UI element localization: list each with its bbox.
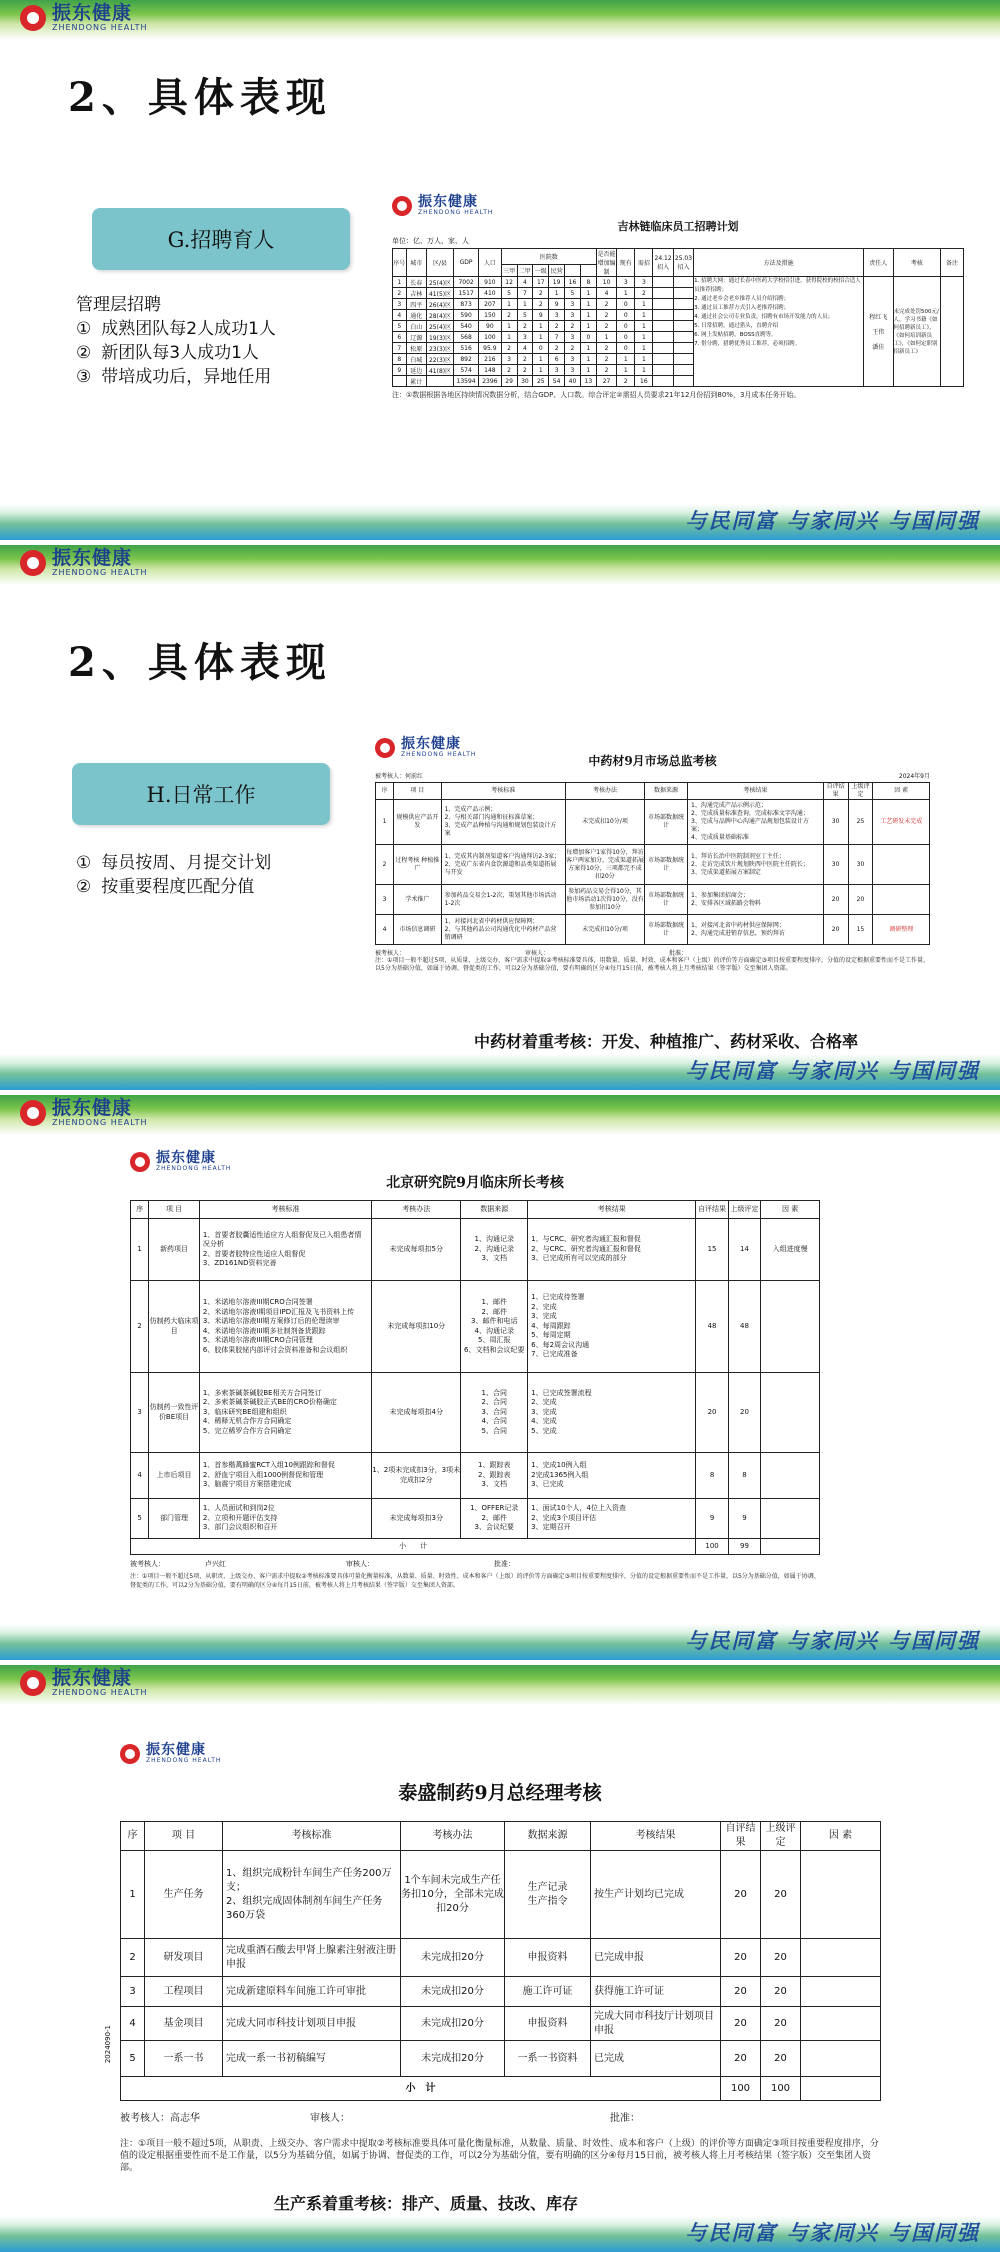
production-assess-doc: 振东健康 ZHENDONG HEALTH 泰盛制药9月总经理考核 序 项 目 考核标准 考核办法 数据来源 考核结果 自评结果 上级评定 因 素 1 生产任务 1、组织完成粉针车间生产任务200万支； 2、组织完成固体制剂车间生产任务360万袋 1个车间未完成生产任务扣10分，全部未完成扣20分 生产记录 生产指令 按生产计划均已完成 20 20 2 研发项目 完成重酒石酸去甲肾上腺素注射液注册申报 未完成扣20分 申报资料 已完成申报 20 20 3 工程项目 完成新建原料车间施工许可审批 未完成扣20分 施工许可证 获得施工许可证 20 20 4 基金项目 完成大同市科技计划项目申报 未完成扣20分 申报资料 完成大同市科技厅计划项目申报 20 20 5 一系一书 完成一系一书初稿编写 未完成扣20分 一系一书资料 已完成 20 20 小 计 100 100 被考核人：高志华 审核人： 批准： 注：①项目一般不超过5项，从职责、上级交办、客户需求中提取②考核标准要具体可量化衡量标准，从数量、质量、时效性、成本和客户（上级）的评价等方面确定③项目按重要程度排序，分值的设定根据重要性而不是工作量，以5分为基础分值，如属于协调、督促类的工作，可以2分为基础分值，要有明确的区分④每月15日前，被考核人将上月考核结果（签字版）交至集团人资部。 bbox=[120, 1743, 880, 2183]
footer-band bbox=[0, 1624, 1000, 1660]
table-row: 4 通化 28(4)区 590 150 2 5 9 3 3 1 2 0 1 bbox=[393, 310, 964, 321]
footnote: 注：①项目一般不超过5项，从质量、上级交办、客户需求中提取②考核标准要具体，用数量、质量、时效、成本和客户（上级）的评价等方面确定③项目按重要程度排序，分值的设定根据重要性而不是工作量，以5分为基础分值，如属于协调、督促类的工作，可以2分为基础分值，要有明确的区分④每月15日前，被考核人将上月考核结果（签字版）交至集团人资部。 bbox=[375, 957, 929, 972]
footer-band bbox=[0, 1054, 1000, 1090]
table-row: 3 学术推广 参加药品交易会1-2次，策划其他市场活动1-2次 参加药品交易会得10分，其他市场活动1次得10分，没有参加扣10分 市场部数据统计 1、参加集团招商会； 2、安排各区域拓路会物料 20 20 bbox=[376, 885, 930, 915]
slide-recruitment bbox=[0, 0, 1000, 540]
logo-icon bbox=[392, 196, 412, 216]
company-logo: 振东健康 ZHENDONG HEALTH bbox=[20, 1099, 148, 1127]
table-row: 5 一系一书 完成一系一书初稿编写 未完成扣20分 一系一书资料 已完成 20 20 bbox=[121, 2041, 881, 2077]
subtotal-row: 小 计 100 100 bbox=[121, 2077, 881, 2101]
section-pill: G.招聘育人 bbox=[92, 208, 350, 270]
company-logo: 振东健康 ZHENDONG HEALTH bbox=[20, 1669, 148, 1697]
table-row: 2 仿制药大临床项目 1、米诺地尔溶液III期CRO合同签署 2、米诺地尔溶液I期项目IPD汇报及飞书资料上传 3、米诺地尔溶液III期方案修订后的伦理读审 4、米诺地尔溶液III期多社制剂备货跟踪 5、米诺地尔溶液III期CRO合同管理 6、胶体果胶铋内部评讨会资料准备和会议组织 未完成每项扣10分 1、邮件 2、邮件 3、邮件和电话 4、沟通记录 5、周汇报 6、文档和会议纪要 1、已完成待签署 2、完成 3、完成 4、每周跟踪 5、每周定期 6、每2周会议沟通 7、已完成准备 48 48 bbox=[131, 1281, 820, 1373]
table-row: 5 白山 25(4)区 540 90 1 2 1 2 2 1 2 0 1 bbox=[393, 321, 964, 332]
bullet-list bbox=[76, 293, 276, 389]
date-label: 2024年9月 bbox=[898, 773, 930, 780]
list-item: ② 新团队每3人成功1人 bbox=[76, 343, 259, 363]
doc-logo: 振东健康 ZHENDONG HEALTH bbox=[392, 195, 964, 216]
research-table: 序 项 目 考核标准 考核办法 数据来源 考核结果 自评结果 上级评定 因 素 1 新药项目 1、首要者胶囊适性适应方人组督促及已入组患者情况分析 2、首要者胶特应性适应人组督促 3、ZD161ND资料完善 未完成每项扣5分 1、沟通记录 2、沟通记录 3、文档 1、与CRC、研究者沟通汇报和督促 2、与CRC、研究者沟通汇报和督促 3、已完成所有可以完成的部分 15 14 入组进度慢 2 仿制药大临床项目 1、米诺地尔溶液III期CRO合同签署 2、米诺地尔溶液I期项目IPD汇报及飞书资料上传 3、米诺地尔溶液III期方案修订后的伦理读审 4、米诺地尔溶液III期多社制剂备货跟踪 5、米诺地尔溶液III期CRO合同管理 6、胶体果胶铋内部评讨会资料准备和会议组织 未完成每项扣10分 1、邮件 2、邮件 3、邮件和电话 4、沟通记录 5、周汇报 6、文档和会议纪要 1、已完成待签署 2、完成 3、完成 4、每周跟踪 5、每周定期 6、每2周会议沟通 7、已完成准备 48 48 3 仿制药一致性评价BE项目 1、多索茶碱茶碱胶BE相关方合同签订 2、多索茶碱茶碱胶正式BE的CRO价格确定 3、临床研究BE组建和组织 4、稀释无机合作方合同确定 5、完立稀罗合作方合同确定 未完成每项扣4分 1、合同 2、合同 3、合同 4、合同 5、合同 1、已完成签署流程 2、完成 3、完成 4、完成 5、完成 20 20 4 上市后项目 1、首参楷萬蜂蜜RCT入组10例跟踪和督促 2、舒血宁项目入组1000例督促和管理 3、脑震宁项目方案搭建完成 1、2项未完成扣3分，3项未完成扣2分 1、跟踪表 2、跟踪表 3、文档 1、完成10例入组 2完成1365例入组 3、已完成 8 8 5 部门管理 1、人员面试和到岗2位 2、立项和开题评估支持 3、部门会议组织和召开 未完成每项扣3分 1、OFFER记录 2、邮件 3、会议纪要 1、面试10个人，4位上入资查 2、完成3个项目评估 3、定期召开 9 9 小 计 100 99 bbox=[130, 1200, 820, 1555]
slogan: 与民同富 与家同兴 与国同强 bbox=[685, 508, 980, 533]
assess-cell: 未完成处罚500元/人，学习书籍《如何招聘新员工》，《如何培训新员工》，《如何定职别招新员工》 bbox=[893, 277, 941, 387]
table-row: 8 白城 22(3)区 892 216 3 2 1 6 3 1 2 1 1 bbox=[393, 354, 964, 365]
table-row: 2 吉林 41(5)区 1517 410 5 7 2 1 5 1 4 1 2 bbox=[393, 288, 964, 299]
slogan: 与民同富 与家同兴 与国同强 bbox=[685, 2220, 980, 2245]
page-title: 2、具体表现 bbox=[68, 74, 332, 121]
unit-label: 单位：亿、万人、家、人 bbox=[392, 237, 469, 245]
logo-icon bbox=[375, 738, 395, 758]
bullet-heading: 管理层招聘 bbox=[76, 295, 161, 315]
header-band bbox=[0, 1665, 1000, 1705]
logo-icon bbox=[20, 5, 46, 31]
list-item: ① 每员按周、月提交计划 bbox=[76, 853, 272, 873]
doc-logo: 振东健康 ZHENDONG HEALTH bbox=[120, 1743, 880, 1764]
header-band bbox=[0, 545, 1000, 585]
research-assess-doc: 振东健康 ZHENDONG HEALTH 北京研究院9月临床所长考核 序 项 目 考核标准 考核办法 数据来源 考核结果 自评结果 上级评定 因 素 1 新药项目 1、首要者胶囊适性适应方人组督促及已入组患者情况分析 2、首要者胶特应性适应人组督促 3、ZD161ND资料完善 未完成每项扣5分 1、沟通记录 2、沟通记录 3、文档 1、与CRC、研究者沟通汇报和督促 2、与CRC、研究者沟通汇报和督促 3、已完成所有可以完成的部分 15 14 入组进度慢 2 仿制药大临床项目 1、米诺地尔溶液III期CRO合同签署 2、米诺地尔溶液I期项目IPD汇报及飞书资料上传 3、米诺地尔溶液III期方案修订后的伦理读审 4、米诺地尔溶液III期多社制剂备货跟踪 5、米诺地尔溶液III期CRO合同管理 6、胶体果胶铋内部评讨会资料准备和会议组织 未完成每项扣10分 1、邮件 2、邮件 3、邮件和电话 4、沟通记录 5、周汇报 6、文档和会议纪要 1、已完成待签署 2、完成 3、完成 4、每周跟踪 5、每周定期 6、每2周会议沟通 7、已完成准备 48 48 3 仿制药一致性评价BE项目 1、多索茶碱茶碱胶BE相关方合同签订 2、多索茶碱茶碱胶正式BE的CRO价格确定 3、临床研究BE组建和组织 4、稀释无机合作方合同确定 5、完立稀罗合作方合同确定 未完成每项扣4分 1、合同 2、合同 3、合同 4、合同 5、合同 1、已完成签署流程 2、完成 3、完成 4、完成 5、完成 20 20 4 上市后项目 1、首参楷萬蜂蜜RCT入组10例跟踪和督促 2、舒血宁项目入组1000例督促和管理 3、脑震宁项目方案搭建完成 1、2项未完成扣3分，3项未完成扣2分 1、跟踪表 2、跟踪表 3、文档 1、完成10例入组 2完成1365例入组 3、已完成 8 8 5 部门管理 1、人员面试和到岗2位 2、立项和开题评估支持 3、部门会议组织和召开 未完成每项扣3分 1、OFFER记录 2、邮件 3、会议纪要 1、面试10个人，4位上入资查 2、完成3个项目评估 3、定期召开 9 9 小 计 100 99 被考核人： 卢兴红 审核人： 批准： 注：①项目一般不超过5项，从职责、上级交办、客户需求中提取②考核标准要具体可量化衡量标准，从数量、质量、时效性、成本和客户（上级）的评价等方面确定③项目按重要程度排序，分值的设定根据重要性而不是工作量，以5分为基础分值，如属于协调、督促类的工作，可以2分为基础分值，要有明确的区分④每月15日前，被考核人将上月考核结果（签字版）交至集团人资部。 bbox=[130, 1151, 820, 1591]
doc-logo: 振东健康 ZHENDONG HEALTH bbox=[375, 737, 930, 758]
footnote: 注：①项目一般不超过5项，从职责、上级交办、客户需求中提取②考核标准要具体可量化衡量标准，从数量、质量、时效性、成本和客户（上级）的评价等方面确定③项目按重要程度排序，分值的设定根据重要性而不是工作量，以5分为基础分值，如属于协调、督促类的工作，可以2分为基础分值，要有明确的区分④每月15日前，被考核人将上月考核结果（签字版）交至集团人资部。 bbox=[120, 2139, 879, 2173]
table-row: 7 松原 23(3)区 516 95.9 2 4 0 2 2 1 2 0 1 bbox=[393, 343, 964, 354]
logo-icon bbox=[20, 1670, 46, 1696]
recruit-table: 序号 城市 区/县 GDP 人口 医院数 是否能增加编制 现有 需招 24.12招入 25.03招入 方法及措施 责任人 考核 备注 三甲 二甲 一级 民营 1 长春 25(4)区 7002 910 12 4 17 19 16 8 10 3 3 1. 招聘大网：通过长春中医药大学校招引进，获得院校的校招合适人员推荐招聘； 2. 通过老乡会老乡推荐人员介绍招聘； 3. 通过员工推荐方式引入老推荐招聘； 4. 通过社会公司专业负责，招聘有市场开发能力的人员； 5. 日常招聘，通过猎头，直聘介绍 6. 网上发帖招聘，BOSS直聘等。 7. 借分聘，猎聘优秀员工推荐，必须招聘。 程红飞 王伟 潘佳 未完成处罚500元/人，学习书籍《如何招聘新员工》，《如何培训新员工》，《如何定职别招新员工》 2 吉林 41(5)区 1517 410 5 7 2 1 5 1 4 1 2 3 四平 26(4)区 873 207 1 1 2 9 3 1 2 0 1 4 通化 28(4)区 590 150 2 5 9 3 3 1 2 0 1 5 白山 25(4)区 540 90 1 2 1 2 2 1 2 0 1 6 辽源 19(3)区 568 100 1 3 1 7 3 0 1 0 1 7 松原 23(3)区 516 95.9 2 4 0 2 2 1 2 0 1 8 白城 22(3)区 892 216 3 2 1 6 3 1 2 1 1 9 延边 41(8)区 574 148 2 2 1 3 3 1 2 1 1 累计 13594 2396 29 30 25 54 40 13 27 2 16 bbox=[392, 248, 964, 387]
table-row: 6 辽源 19(3)区 568 100 1 3 1 7 3 0 1 0 1 bbox=[393, 332, 964, 343]
footnote: 注：①项目一般不超过5项，从职责、上级交办、客户需求中提取②考核标准要具体可量化衡量标准，从数量、质量、时效性、成本和客户（上级）的评价等方面确定③项目按重要程度排序，分值的设定根据重要性而不是工作量，以5分为基础分值，如属于协调、督促类的工作，可以2分为基础分值，要有明确的区分④每月15日前，被考核人将上月考核结果（签字版）交至集团人资部。 bbox=[130, 1573, 820, 1589]
table-row: 1 新药项目 1、首要者胶囊适性适应方人组督促及已入组患者情况分析 2、首要者胶特应性适应人组督促 3、ZD161ND资料完善 未完成每项扣5分 1、沟通记录 2、沟通记录 3、文档 1、与CRC、研究者沟通汇报和督促 2、与CRC、研究者沟通汇报和督促 3、已完成所有可以完成的部分 15 14 入组进度慢 bbox=[131, 1219, 820, 1281]
doc-title: 北京研究院9月临床所长考核 bbox=[386, 1175, 564, 1191]
table-row: 1 长春 25(4)区 7002 910 12 4 17 19 16 8 10 3 3 1. 招聘大网：通过长春中医药大学校招引进，获得院校的校招合适人员推荐招聘； 2. 通过老乡会老乡推荐人员介绍招聘； 3. 通过员工推荐方式引入老推荐招聘； 4. 通过社会公司专业负责，招聘有市场开发能力的人员； 5. 日常招聘，通过猎头，直聘介绍 6. 网上发帖招聘，BOSS直聘等。 7. 借分聘，猎聘优秀员工推荐，必须招聘。 程红飞 王伟 潘佳 未完成处罚500元/人，学习书籍《如何招聘新员工》，《如何培训新员工》，《如何定职别招新员工》 bbox=[393, 277, 964, 288]
list-item: ① 成熟团队每2人成功1人 bbox=[76, 319, 276, 339]
table-row: 2 过程考核 种植推广 1、完成其内制剂渠道客户沟通拜访2-3家； 2、完成广东省内食饮源道和品类渠道拓展与开发 每增加客户1家得10分，拜访客户两家加分，完成渠道拓展方案得10分，三项都完不成扣20分 市场部数据统计 1、拜访长治中医院制剂室丁主任； 2、走访完成饮片规划陕西中医院主任院长； 3、完成渠道拓展方案制定 30 30 bbox=[376, 845, 930, 885]
table-row: 4 上市后项目 1、首参楷萬蜂蜜RCT入组10例跟踪和督促 2、舒血宁项目入组1000例督促和管理 3、脑震宁项目方案搭建完成 1、2项未完成扣3分，3项未完成扣2分 1、跟踪表 2、跟踪表 3、文档 1、完成10例入组 2完成1365例入组 3、已完成 8 8 bbox=[131, 1453, 820, 1499]
table-row: 3 仿制药一致性评价BE项目 1、多索茶碱茶碱胶BE相关方合同签订 2、多索茶碱茶碱胶正式BE的CRO价格确定 3、临床研究BE组建和组织 4、稀释无机合作方合同确定 5、完立稀罗合作方合同确定 未完成每项扣4分 1、合同 2、合同 3、合同 4、合同 5、合同 1、已完成签署流程 2、完成 3、完成 4、完成 5、完成 20 20 bbox=[131, 1373, 820, 1453]
footnote: 注：①数据根据各地区持续情况数据分析，结合GDP、人口数。综合评定②需招人员要求21年12月份招到80%，3月成本任务开始。 bbox=[392, 391, 801, 399]
logo-icon bbox=[20, 550, 46, 576]
table-row: 5 部门管理 1、人员面试和到岗2位 2、立项和开题评估支持 3、部门会议组织和召开 未完成每项扣3分 1、OFFER记录 2、邮件 3、会议纪要 1、面试10个人，4位上入资查 2、完成3个项目评估 3、定期召开 9 9 bbox=[131, 1499, 820, 1539]
logo-icon bbox=[120, 1744, 140, 1764]
slogan: 与民同富 与家同兴 与国同强 bbox=[685, 1058, 980, 1083]
table-row: 4 市场信息调研 1、对接河北省中药材供应保障网； 2、与其他药品公司沟通优化中药材产品营销调研 未完成扣10分/项 市场部数据统计 1、对接河北省中药材供应保障网； 2、沟通完成进销存信息，预约拜访 20 15 调研整理 bbox=[376, 915, 930, 945]
slide-daily-work bbox=[0, 545, 1000, 1090]
logo-icon bbox=[130, 1152, 150, 1172]
doc-title: 中药材9月市场总监考核 bbox=[588, 754, 717, 768]
logo-icon bbox=[20, 1100, 46, 1126]
recruit-plan-doc bbox=[392, 195, 964, 410]
tcm-assess-doc: 振东健康 ZHENDONG HEALTH 中药材9月市场总监考核 被考核人：何前红 2024年9月 序 项 目 考核标准 考核办法 数据来源 考核结果 自评结果 上级评定 因 素 1 规模供应产品开发 1、完成产品示例； 2、与相关部门沟通和征标准草案； 3、完成产品种植与沟通和规划包装设计方案 未完成扣10分/项 市场部数据统计 1、沟通完成产品示例示范； 2、完成质量标准查询，完成标准文字沟通； 3、完成与品牌中心沟通产品规划包装设计方案； 4、完成质量基础标准 30 25 工艺研发未完成 2 过程考核 种植推广 1、完成其内制剂渠道客户沟通拜访2-3家； 2、完成广东省内食饮源道和品类渠道拓展与开发 每增加客户1家得10分，拜访客户两家加分，完成渠道拓展方案得10分，三项都完不成扣20分 市场部数据统计 1、拜访长治中医院制剂室丁主任； 2、走访完成饮片规划陕西中医院主任院长； 3、完成渠道拓展方案制定 30 30 3 学术推广 参加药品交易会1-2次，策划其他市场活动1-2次 参加药品交易会得10分，其他市场活动1次得10分，没有参加扣10分 市场部数据统计 1、参加集团招商会； 2、安排各区域拓路会物料 20 20 4 市场信息调研 1、对接河北省中药材供应保障网； 2、与其他药品公司沟通优化中药材产品营销调研 未完成扣10分/项 市场部数据统计 1、对接河北省中药材供应保障网； 2、沟通完成进销存信息，预约拜访 20 15 调研整理 被考核人： 审核人： 批准： 注：①项目一般不超过5项，从质量、上级交办、客户需求中提取②考核标准要具体，用数量、质量、时效、成本和客户（上级）的评价等方面确定③项目按重要程度排序，分值的设定根据重要性而不是工作量，以5分为基础分值，如属于协调、督促类的工作，可以2分为基础分值，要有明确的区分④每月15日前，被考核人将上月考核结果（签字版）交至集团人资部。 bbox=[375, 737, 930, 992]
doc-logo: 振东健康 ZHENDONG HEALTH bbox=[130, 1151, 820, 1172]
bullet-list bbox=[76, 851, 271, 899]
company-logo: 振东健康 ZHENDONG HEALTH bbox=[20, 549, 148, 577]
header-band bbox=[0, 1095, 1000, 1135]
table-row: 4 基金项目 完成大同市科技计划项目申报 未完成扣20分 申报资料 完成大同市科技厅计划项目申报 20 20 bbox=[121, 2007, 881, 2041]
tcm-table: 序 项 目 考核标准 考核办法 数据来源 考核结果 自评结果 上级评定 因 素 1 规模供应产品开发 1、完成产品示例； 2、与相关部门沟通和征标准草案； 3、完成产品种植与沟通和规划包装设计方案 未完成扣10分/项 市场部数据统计 1、沟通完成产品示例示范； 2、完成质量标准查询，完成标准文字沟通； 3、完成与品牌中心沟通产品规划包装设计方案； 4、完成质量基础标准 30 25 工艺研发未完成 2 过程考核 种植推广 1、完成其内制剂渠道客户沟通拜访2-3家； 2、完成广东省内食饮源道和品类渠道拓展与开发 每增加客户1家得10分，拜访客户两家加分，完成渠道拓展方案得10分，三项都完不成扣20分 市场部数据统计 1、拜访长治中医院制剂室丁主任； 2、走访完成饮片规划陕西中医院主任院长； 3、完成渠道拓展方案制定 30 30 3 学术推广 参加药品交易会1-2次，策划其他市场活动1-2次 参加药品交易会得10分，其他市场活动1次得10分，没有参加扣10分 市场部数据统计 1、参加集团招商会； 2、安排各区域拓路会物料 20 20 4 市场信息调研 1、对接河北省中药材供应保障网； 2、与其他药品公司沟通优化中药材产品营销调研 未完成扣10分/项 市场部数据统计 1、对接河北省中药材供应保障网； 2、沟通完成进销存信息，预约拜访 20 15 调研整理 bbox=[375, 782, 930, 945]
slide-research bbox=[0, 1095, 1000, 1660]
side-code: 2024090-1 bbox=[104, 2025, 112, 2064]
table-row: 2 研发项目 完成重酒石酸去甲肾上腺素注射液注册申报 未完成扣20分 申报资料 已完成申报 20 20 bbox=[121, 1939, 881, 1977]
subtotal-row: 小 计 100 99 bbox=[131, 1539, 820, 1555]
table-row: 3 四平 26(4)区 873 207 1 1 2 9 3 1 2 0 1 bbox=[393, 299, 964, 310]
caption: 中药材着重考核：开发、种植推广、药材采收、合格率 bbox=[474, 1032, 859, 1051]
assessee-label: 被考核人：何前红 bbox=[375, 773, 424, 780]
owners-cell: 程红飞 王伟 潘佳 bbox=[864, 277, 893, 387]
caption: 生产系着重考核：排产、质量、技改、库存 bbox=[274, 2194, 579, 2213]
table-row: 1 规模供应产品开发 1、完成产品示例； 2、与相关部门沟通和征标准草案； 3、完成产品种植与沟通和规划包装设计方案 未完成扣10分/项 市场部数据统计 1、沟通完成产品示例示范； 2、完成质量标准查询，完成标准文字沟通； 3、完成与品牌中心沟通产品规划包装设计方案； 4、完成质量基础标准 30 25 工艺研发未完成 bbox=[376, 800, 930, 845]
table-row: 1 生产任务 1、组织完成粉针车间生产任务200万支； 2、组织完成固体制剂车间生产任务360万袋 1个车间未完成生产任务扣10分，全部未完成扣20分 生产记录 生产指令 按生产计划均已完成 20 20 bbox=[121, 1851, 881, 1939]
total-row: 累计 13594 2396 29 30 25 54 40 13 27 2 16 bbox=[393, 376, 964, 387]
list-item: ② 按重要程度匹配分值 bbox=[76, 877, 255, 897]
table-row: 3 工程项目 完成新建原料车间施工许可审批 未完成扣20分 施工许可证 获得施工许可证 20 20 bbox=[121, 1977, 881, 2007]
footer-band bbox=[0, 504, 1000, 540]
footer-band bbox=[0, 2216, 1000, 2252]
table-row: 9 延边 41(8)区 574 148 2 2 1 3 3 1 2 1 1 bbox=[393, 365, 964, 376]
section-pill: H.日常工作 bbox=[72, 763, 330, 825]
doc-title: 吉林链临床员工招聘计划 bbox=[617, 220, 739, 233]
header-band bbox=[0, 0, 1000, 40]
list-item: ③ 带培成功后，异地任用 bbox=[76, 367, 272, 387]
production-table: 序 项 目 考核标准 考核办法 数据来源 考核结果 自评结果 上级评定 因 素 1 生产任务 1、组织完成粉针车间生产任务200万支； 2、组织完成固体制剂车间生产任务360万袋 1个车间未完成生产任务扣10分，全部未完成扣20分 生产记录 生产指令 按生产计划均已完成 20 20 2 研发项目 完成重酒石酸去甲肾上腺素注射液注册申报 未完成扣20分 申报资料 已完成申报 20 20 3 工程项目 完成新建原料车间施工许可审批 未完成扣20分 施工许可证 获得施工许可证 20 20 4 基金项目 完成大同市科技计划项目申报 未完成扣20分 申报资料 完成大同市科技厅计划项目申报 20 20 5 一系一书 完成一系一书初稿编写 未完成扣20分 一系一书资料 已完成 20 20 小 计 100 100 bbox=[120, 1821, 881, 2101]
page-title: 2、具体表现 bbox=[68, 639, 332, 686]
company-logo: 振东健康 ZHENDONG HEALTH bbox=[20, 4, 148, 32]
slogan: 与民同富 与家同兴 与国同强 bbox=[685, 1628, 980, 1653]
methods-cell: 1. 招聘大网：通过长春中医药大学校招引进，获得院校的校招合适人员推荐招聘； 2. 通过老乡会老乡推荐人员介绍招聘； 3. 通过员工推荐方式引入老推荐招聘； 4. 通过社会公司专业负责，招聘有市场开发能力的人员； 5. 日常招聘，通过猎头，直聘介绍 6. 网上发帖招聘，BOSS直聘等。 7. 借分聘，猎聘优秀员工推荐，必须招聘。 bbox=[694, 277, 864, 387]
doc-title: 泰盛制药9月总经理考核 bbox=[398, 1782, 602, 1804]
slide-production bbox=[0, 1665, 1000, 2252]
